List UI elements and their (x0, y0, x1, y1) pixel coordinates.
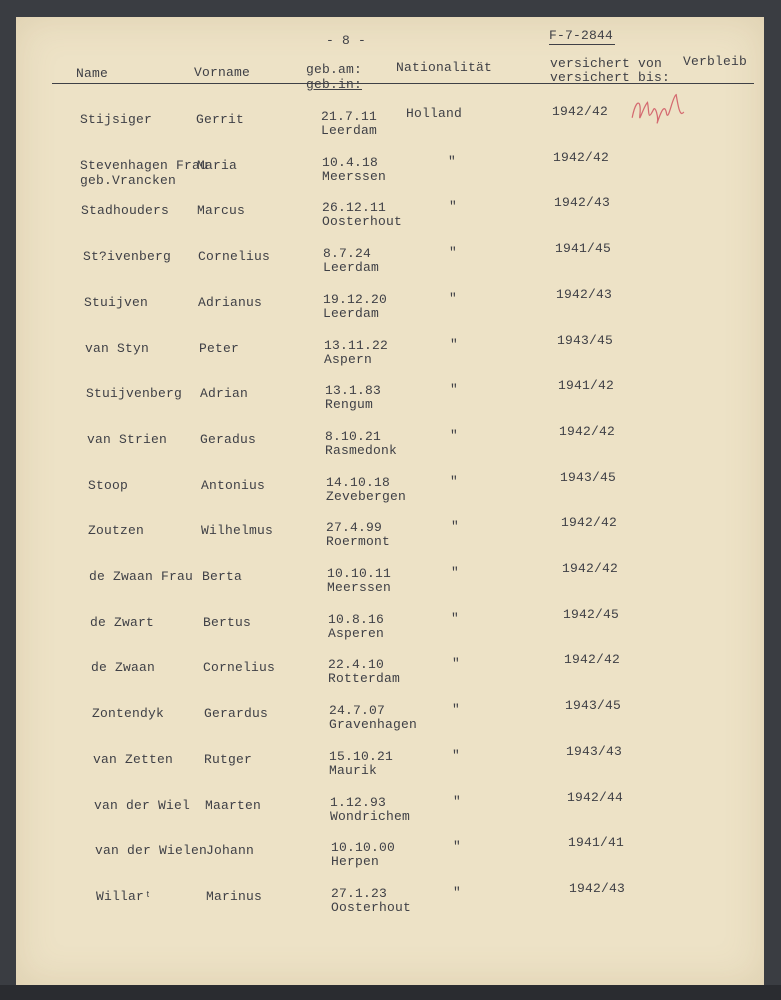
cell-place: Maurik (329, 763, 378, 778)
red-pencil-signature-icon (628, 89, 688, 133)
col-header-versichert-bis: versichert bis: (550, 70, 671, 85)
cell-nat: " (449, 245, 458, 260)
cell-date: 10.4.18 (322, 155, 379, 170)
table-row (16, 561, 764, 614)
table-row (16, 287, 764, 340)
cell-nat: " (449, 291, 458, 306)
table-row (16, 515, 764, 568)
cell-nat: " (453, 794, 462, 809)
cell-name: van Styn (85, 341, 150, 356)
cell-place: Zevebergen (326, 489, 407, 504)
col-header-versichert-von: versichert von (550, 56, 663, 71)
cell-place: Rotterdam (328, 671, 401, 686)
col-header-vorname: Vorname (194, 65, 251, 80)
cell-date: 22.4.10 (328, 657, 385, 672)
cell-vorname: Cornelius (198, 249, 271, 264)
cell-place: Roermont (326, 534, 391, 549)
cell-name: van der Wielen (95, 843, 208, 858)
cell-nat: " (453, 839, 462, 854)
table-row (16, 378, 764, 431)
cell-name: Stijsiger (80, 112, 153, 127)
cell-date: 14.10.18 (326, 475, 391, 490)
cell-vers: 1941/45 (555, 241, 612, 256)
cell-name: Stuijven (84, 295, 149, 310)
table-row (16, 881, 764, 934)
col-header-geb-in: geb.in: (306, 77, 363, 92)
cell-vers: 1942/43 (554, 195, 611, 210)
table-row (16, 195, 764, 248)
reference-number: F-7-2844 (549, 28, 614, 43)
cell-vorname: Marcus (197, 203, 246, 218)
cell-name: van der Wiel (94, 798, 191, 813)
cell-name: de Zwaan Frau (89, 569, 194, 584)
cell-name: Zontendyk (92, 706, 165, 721)
cell-place: Aspern (324, 352, 373, 367)
cell-date: 27.4.99 (326, 520, 383, 535)
cell-place: Leerdam (321, 123, 378, 138)
cell-place: Leerdam (323, 260, 380, 275)
table-row (16, 744, 764, 797)
cell-date: 15.10.21 (329, 749, 394, 764)
cell-date: 13.1.83 (325, 383, 382, 398)
cell-vers: 1943/45 (560, 470, 617, 485)
cell-nat: " (451, 519, 460, 534)
cell-nat: " (450, 428, 459, 443)
cell-vorname: Gerardus (204, 706, 269, 721)
cell-vorname: Maria (197, 158, 238, 173)
cell-vers: 1943/45 (557, 333, 614, 348)
reference-underline (549, 44, 615, 45)
cell-vorname: Adrianus (198, 295, 263, 310)
cell-nat: " (450, 337, 459, 352)
scan-border (0, 985, 781, 1000)
cell-vorname: Johann (206, 843, 255, 858)
cell-nat: " (448, 154, 457, 169)
cell-vers: 1942/42 (553, 150, 610, 165)
cell-nat: " (452, 748, 461, 763)
cell-place: Herpen (331, 854, 380, 869)
cell-vers: 1942/42 (564, 652, 621, 667)
cell-name: Willarᵗ (96, 889, 153, 904)
cell-vorname: Berta (202, 569, 243, 584)
cell-vorname: Antonius (201, 478, 266, 493)
cell-place: Gravenhagen (329, 717, 418, 732)
table-row (16, 698, 764, 751)
cell-date: 19.12.20 (323, 292, 388, 307)
table-row (16, 790, 764, 843)
cell-vers: 1943/43 (566, 744, 623, 759)
cell-vorname: Geradus (200, 432, 257, 447)
col-header-name: Name (76, 66, 109, 81)
cell-vorname: Gerrit (196, 112, 245, 127)
cell-date: 13.11.22 (324, 338, 389, 353)
table-row (16, 241, 764, 294)
cell-name: Zoutzen (88, 523, 145, 538)
table-row (16, 333, 764, 386)
cell-vers: 1942/45 (563, 607, 620, 622)
cell-name: de Zwaan (91, 660, 156, 675)
col-header-nationalitaet: Nationalität (396, 60, 493, 75)
cell-date: 8.7.24 (323, 246, 372, 261)
cell-nat: " (452, 702, 461, 717)
cell-date: 10.10.00 (331, 840, 396, 855)
cell-place: Oosterhout (322, 214, 403, 229)
cell-date: 8.10.21 (325, 429, 382, 444)
cell-place: Asperen (328, 626, 385, 641)
cell-name: de Zwart (90, 615, 155, 630)
table-row (16, 424, 764, 477)
page-number: - 8 - (326, 33, 367, 48)
cell-nat: Holland (406, 106, 463, 121)
cell-vers: 1942/42 (561, 515, 618, 530)
cell-vers: 1943/45 (565, 698, 622, 713)
header-rule (52, 83, 754, 84)
cell-place: Meerssen (322, 169, 387, 184)
cell-vorname: Adrian (200, 386, 249, 401)
cell-vorname: Bertus (203, 615, 252, 630)
cell-nat: " (451, 565, 460, 580)
cell-name: Stoop (88, 478, 129, 493)
cell-vers: 1941/41 (568, 835, 625, 850)
cell-date: 1.12.93 (330, 795, 387, 810)
cell-place: Leerdam (323, 306, 380, 321)
cell-nat: " (452, 656, 461, 671)
cell-nat: " (451, 611, 460, 626)
cell-place: Wondrichem (330, 809, 411, 824)
cell-name: Stevenhagen Frau (80, 158, 209, 173)
cell-vers: 1942/42 (562, 561, 619, 576)
col-header-geb-am: geb.am: (306, 62, 363, 77)
col-header-verbleib: Verbleib (683, 54, 748, 69)
cell-nat: " (450, 474, 459, 489)
cell-date: 24.7.07 (329, 703, 386, 718)
cell-vorname: Rutger (204, 752, 253, 767)
cell-vorname: Cornelius (203, 660, 276, 675)
cell-vorname: Peter (199, 341, 240, 356)
cell-vorname: Marinus (206, 889, 263, 904)
cell-name: van Strien (87, 432, 168, 447)
cell-name: St?ivenberg (83, 249, 172, 264)
table-row (16, 470, 764, 523)
table-row (16, 150, 764, 203)
cell-vers: 1942/43 (556, 287, 613, 302)
cell-vers: 1942/42 (552, 104, 609, 119)
cell-name: van Zetten (93, 752, 174, 767)
cell-date: 26.12.11 (322, 200, 387, 215)
cell-vorname: Maarten (205, 798, 262, 813)
cell-name: Stadhouders (81, 203, 170, 218)
cell-vorname: Wilhelmus (201, 523, 274, 538)
cell-place: Oosterhout (331, 900, 412, 915)
cell-vers: 1942/43 (569, 881, 626, 896)
cell-place: Meerssen (327, 580, 392, 595)
cell-place: Rasmedonk (325, 443, 398, 458)
cell-nat: " (450, 382, 459, 397)
cell-name2: geb.Vrancken (80, 173, 177, 188)
cell-date: 27.1.23 (331, 886, 388, 901)
cell-date: 10.10.11 (327, 566, 392, 581)
cell-nat: " (449, 199, 458, 214)
cell-place: Rengum (325, 397, 374, 412)
cell-name: Stuijvenberg (86, 386, 183, 401)
cell-vers: 1942/42 (559, 424, 616, 439)
table-row (16, 835, 764, 888)
cell-date: 10.8.16 (328, 612, 385, 627)
table-row (16, 607, 764, 660)
cell-date: 21.7.11 (321, 109, 378, 124)
cell-vers: 1942/44 (567, 790, 624, 805)
table-row (16, 652, 764, 705)
cell-nat: " (453, 885, 462, 900)
cell-vers: 1941/42 (558, 378, 615, 393)
document-page (16, 17, 764, 985)
